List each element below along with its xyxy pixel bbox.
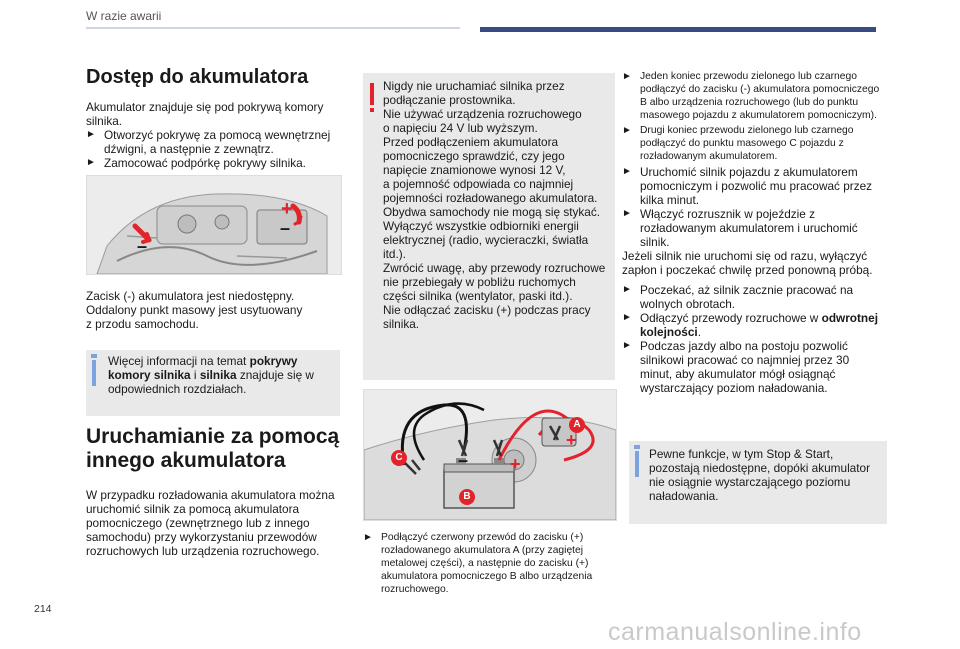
bullet-icon: ► [622,125,632,136]
section-title-jump-start: Uruchamianie za pomocą innego akumulatora [86,425,340,472]
warning-box [363,73,615,380]
info-icon [91,354,97,358]
bullet-icon: ► [86,157,96,168]
warning-text: Nigdy nie uruchamiać silnika przez podłączanie prostownika. Nie używać urządzenia rozruchowego o napięciu 24 V lub wyższym. Przed podłączeniem akumulatora pomocniczego sprawdzić, czy jego napięcie znamionowe wynosi 12 V, a pojemność odpowiada co najmniej pojemności rozładowanego akumulatora. Obydwa samochody nie mogą się stykać. Wyłączyć wszystkie odbiorniki energii elektrycznej (radio, wycieraczki, światła itd.). Zwrócić uwagę, aby przewody rozruchowe nie przebiegały w pobliżu ruchomych części silnika (wentylator, paski itd.). Nie odłączać zacisku (+) podczas pracy silnika. [383,79,606,331]
retry-note: Jeżeli silnik nie uruchomi się od razu, wyłączyć zapłon i poczekać chwilę przed ponowną próbą. [622,249,873,277]
info-icon [634,445,640,449]
right-steps [622,70,884,395]
section-title-access: Dostęp do akumulatora [86,66,309,88]
bullet-icon: ► [363,532,373,543]
jump-cable-diagram [363,389,617,521]
info-right-text: Pewne funkcje, w tym Stop & Start, pozostają niedostępne, dopóki akumulator nie osiągnie wystarczającego poziomu naładowania. [649,447,871,503]
list-item: ► Poczekać, aż silnik zacznie pracować na wolnych obrotach. [622,283,854,311]
warning-icon [370,83,374,105]
list-item: ► Jeden koniec przewodu zielonego lub czarnego podłączyć do zacisku (-) akumulatora pomocniczego B albo urządzenia rozruchowego (lub do punktu masowego pojazdu z akumulatorem pomocniczym). [622,71,880,121]
info-box-left [86,350,340,416]
plus-sign-icon: + [281,198,293,220]
point-c-label: C [395,452,403,463]
minus-sign-icon: – [458,450,469,470]
section-header: W razie awarii [86,9,162,23]
point-b-label: B [463,491,471,502]
bullet-icon: ► [622,208,632,219]
step-red-cable [363,531,615,596]
list-item: ► Podczas jazdy albo na postoju pozwolić silnikowi pracować co najmniej przez 30 minut, aby akumulator mógł osiągnąć wystarczający poziom naładowania. [622,339,850,395]
jump-intro: W przypadku rozładowania akumulatora można uruchomić silnik za pomocą akumulatora pomocniczego (zewnętrznego lub z innego samochodu) przy wykorzystaniu przewodów rozruchowych lub urządzenia rozruchowego. [86,488,335,558]
list-item: ► Odłączyć przewody rozruchowe w odwrotnej kolejności. [622,311,878,339]
list-item: ► Włączyć rozrusznik w pojeździe z rozładowanym akumulatorem i uruchomić silnik. [622,207,858,249]
plus-sign-icon: + [510,454,521,474]
bullet-icon: ► [622,284,632,295]
header-rule-right [480,27,876,32]
bullet-icon: ► [622,166,632,177]
list-item: ► Uruchomić silnik pojazdu z akumulatorem pomocniczym i pozwolić mu pracować przez kilka minut. [622,165,873,207]
minus-sign-icon: – [280,218,291,238]
list-item: ► Zamocować podpórkę pokrywy silnika. [86,156,306,170]
bullet-icon: ► [622,340,632,351]
header-rule-left [86,27,460,29]
point-a-label: A [573,419,581,430]
access-text [86,100,348,170]
list-item: ► Drugi koniec przewodu zielonego lub czarnego podłączyć do punktu masowego C pojazdu z rozładowanym akumulatorem. [622,125,854,162]
access-caption: Zacisk (-) akumulatora jest niedostępny. Oddalony punkt masowy jest usytuowany z przodu samochodu. [86,289,303,331]
list-item: ► Podłączyć czerwony przewód do zacisku (+) rozładowanego akumulatora A (przy zagiętej metalowej części), a następnie do zacisku (+) akumulatora pomocniczego B albo urządzenia rozruchowego. [363,532,593,595]
page-number: 214 [34,603,52,615]
engine-bay-image [86,175,342,275]
info-box-right [629,441,887,524]
engine-illustration [87,176,341,274]
bullet-icon: ► [622,71,632,82]
info-text: Więcej informacji na temat pokrywy komory silnika i silnika znajduje się w odpowiednich rozdziałach. [108,354,314,396]
access-intro: Akumulator znajduje się pod pokrywą komory silnika. [86,100,324,128]
bullet-icon: ► [622,312,632,323]
watermark-text: carmanualsonline.info [608,618,862,646]
minus-sign-icon: – [137,236,148,256]
bullet-icon: ► [86,129,96,140]
list-item: ► Otworzyć pokrywę za pomocą wewnętrznej dźwigni, a następnie z zewnątrz. [86,128,331,156]
plus-sign-icon: + [566,430,577,450]
